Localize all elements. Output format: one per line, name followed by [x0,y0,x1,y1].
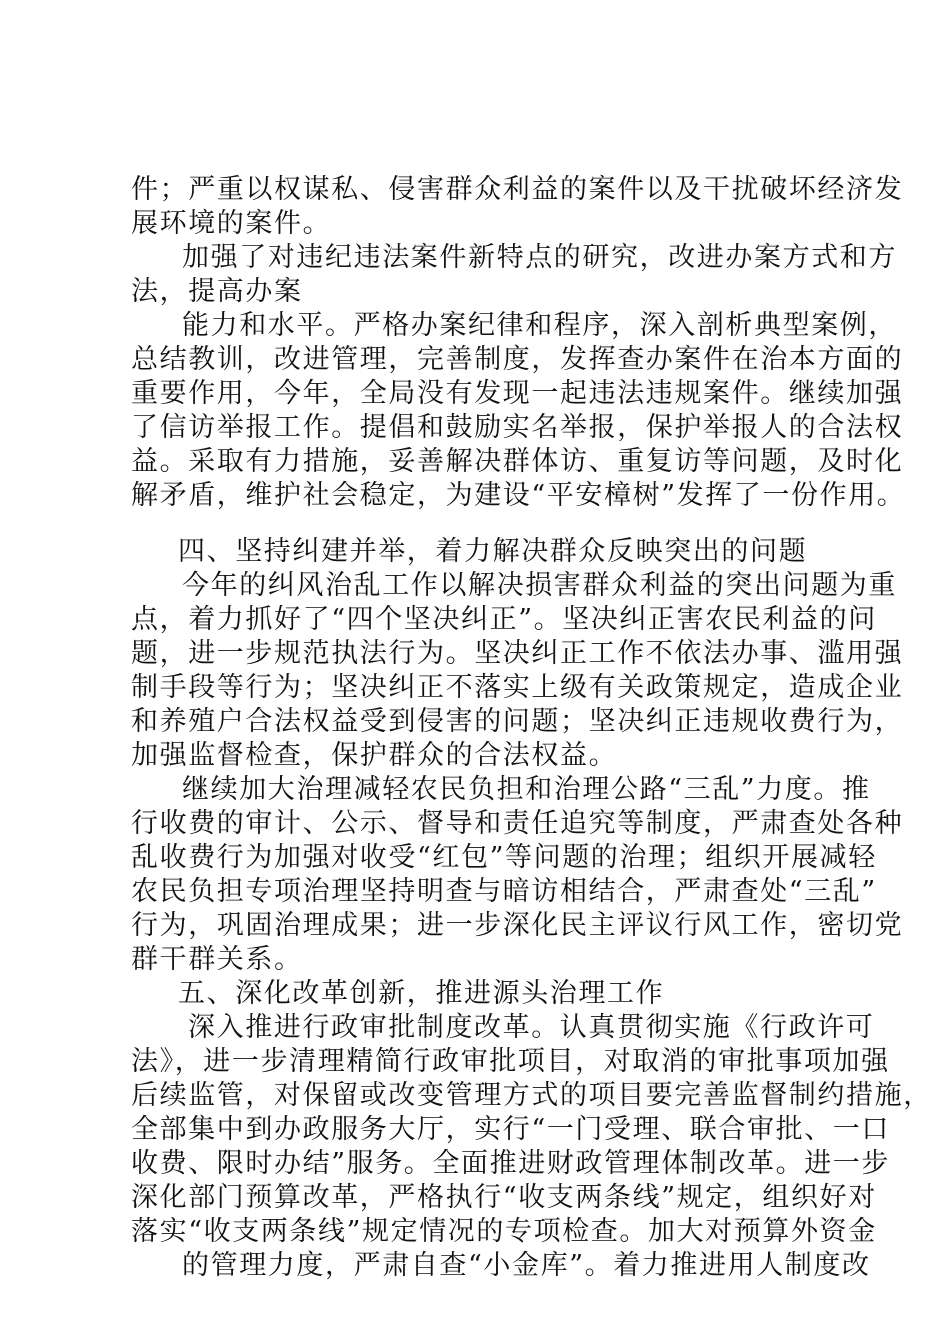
text-line: 群干群关系。 [131,944,303,975]
text-line: 收费、限时办结”服务。全面推进财政管理体制改革。进一步 [131,1148,891,1179]
text-line: 行为，巩固治理成果；进一步深化民主评议行风工作，密切党 [131,910,904,941]
text-line: 行收费的审计、公示、督导和责任追究等制度，严肃查处各种 [131,808,904,839]
section-heading: 四、坚持纠建并举，着力解决群众反映突出的问题 [178,536,808,567]
text-line: 总结教训，改进管理，完善制度，发挥查办案件在治本方面的 [131,344,904,375]
text-line: 展环境的案件。 [131,208,332,239]
text-line: 重要作用，今年，全局没有发现一起违法违规案件。继续加强 [131,378,904,409]
text-line: 了信访举报工作。提倡和鼓励实名举报，保护举报人的合法权 [131,412,904,443]
text-line: 法，提高办案 [131,276,303,307]
text-line: 和养殖户合法权益受到侵害的问题；坚决纠正违规收费行为， [131,706,904,737]
text-line: 深化部门预算改革，严格执行“收支两条线”规定，组织好对 [131,1182,877,1213]
text-line: 益。采取有力措施，妥善解决群体访、重复访等问题，及时化 [131,446,904,477]
text-line: 的管理力度，严肃自查“小金库”。着力推进用人制度改 [182,1250,871,1281]
text-line: 件；严重以权谋私、侵害群众利益的案件以及干扰破坏经济发 [131,174,904,205]
text-line: 全部集中到办政服务大厅，实行“一门受理、联合审批、一口 [131,1114,891,1145]
text-line: 制手段等行为；坚决纠正不落实上级有关政策规定，造成企业 [131,672,904,703]
text-line: 能力和水平。严格办案纪律和程序，深入剖析典型案例， [182,310,897,341]
text-line: 乱收费行为加强对收受“红包”等问题的治理；组织开展减轻 [131,842,877,873]
text-line: 后续监管，对保留或改变管理方式的项目要完善监督制约措施， [131,1080,932,1111]
text-line: 法》，进一步清理精简行政审批项目，对取消的审批事项加强 [131,1046,890,1077]
section-heading: 五、深化改革创新，推进源头治理工作 [178,978,665,1009]
text-line: 题，进一步规范执法行为。坚决纠正工作不依法办事、滥用强 [131,638,904,669]
text-line: 继续加大治理减轻农民负担和治理公路“三乱”力度。推 [182,774,871,805]
text-line: 深入推进行政审批制度改革。认真贯彻实施《行政许可 [188,1012,875,1043]
text-line: 加强了对违纪违法案件新特点的研究，改进办案方式和方 [182,242,897,273]
text-line: 落实“收支两条线”规定情况的专项检查。加大对预算外资金 [131,1216,877,1247]
text-line: 今年的纠风治乱工作以解决损害群众利益的突出问题为重 [182,570,897,601]
text-line: 点，着力抓好了“四个坚决纠正”。坚决纠正害农民利益的问 [131,604,877,635]
text-line: 农民负担专项治理坚持明查与暗访相结合，严肃查处“三乱” [131,876,877,907]
text-line: 加强监督检查，保护群众的合法权益。 [131,740,618,771]
text-line: 解矛盾，维护社会稳定，为建设“平安樟树”发挥了一份作用。 [131,480,906,511]
